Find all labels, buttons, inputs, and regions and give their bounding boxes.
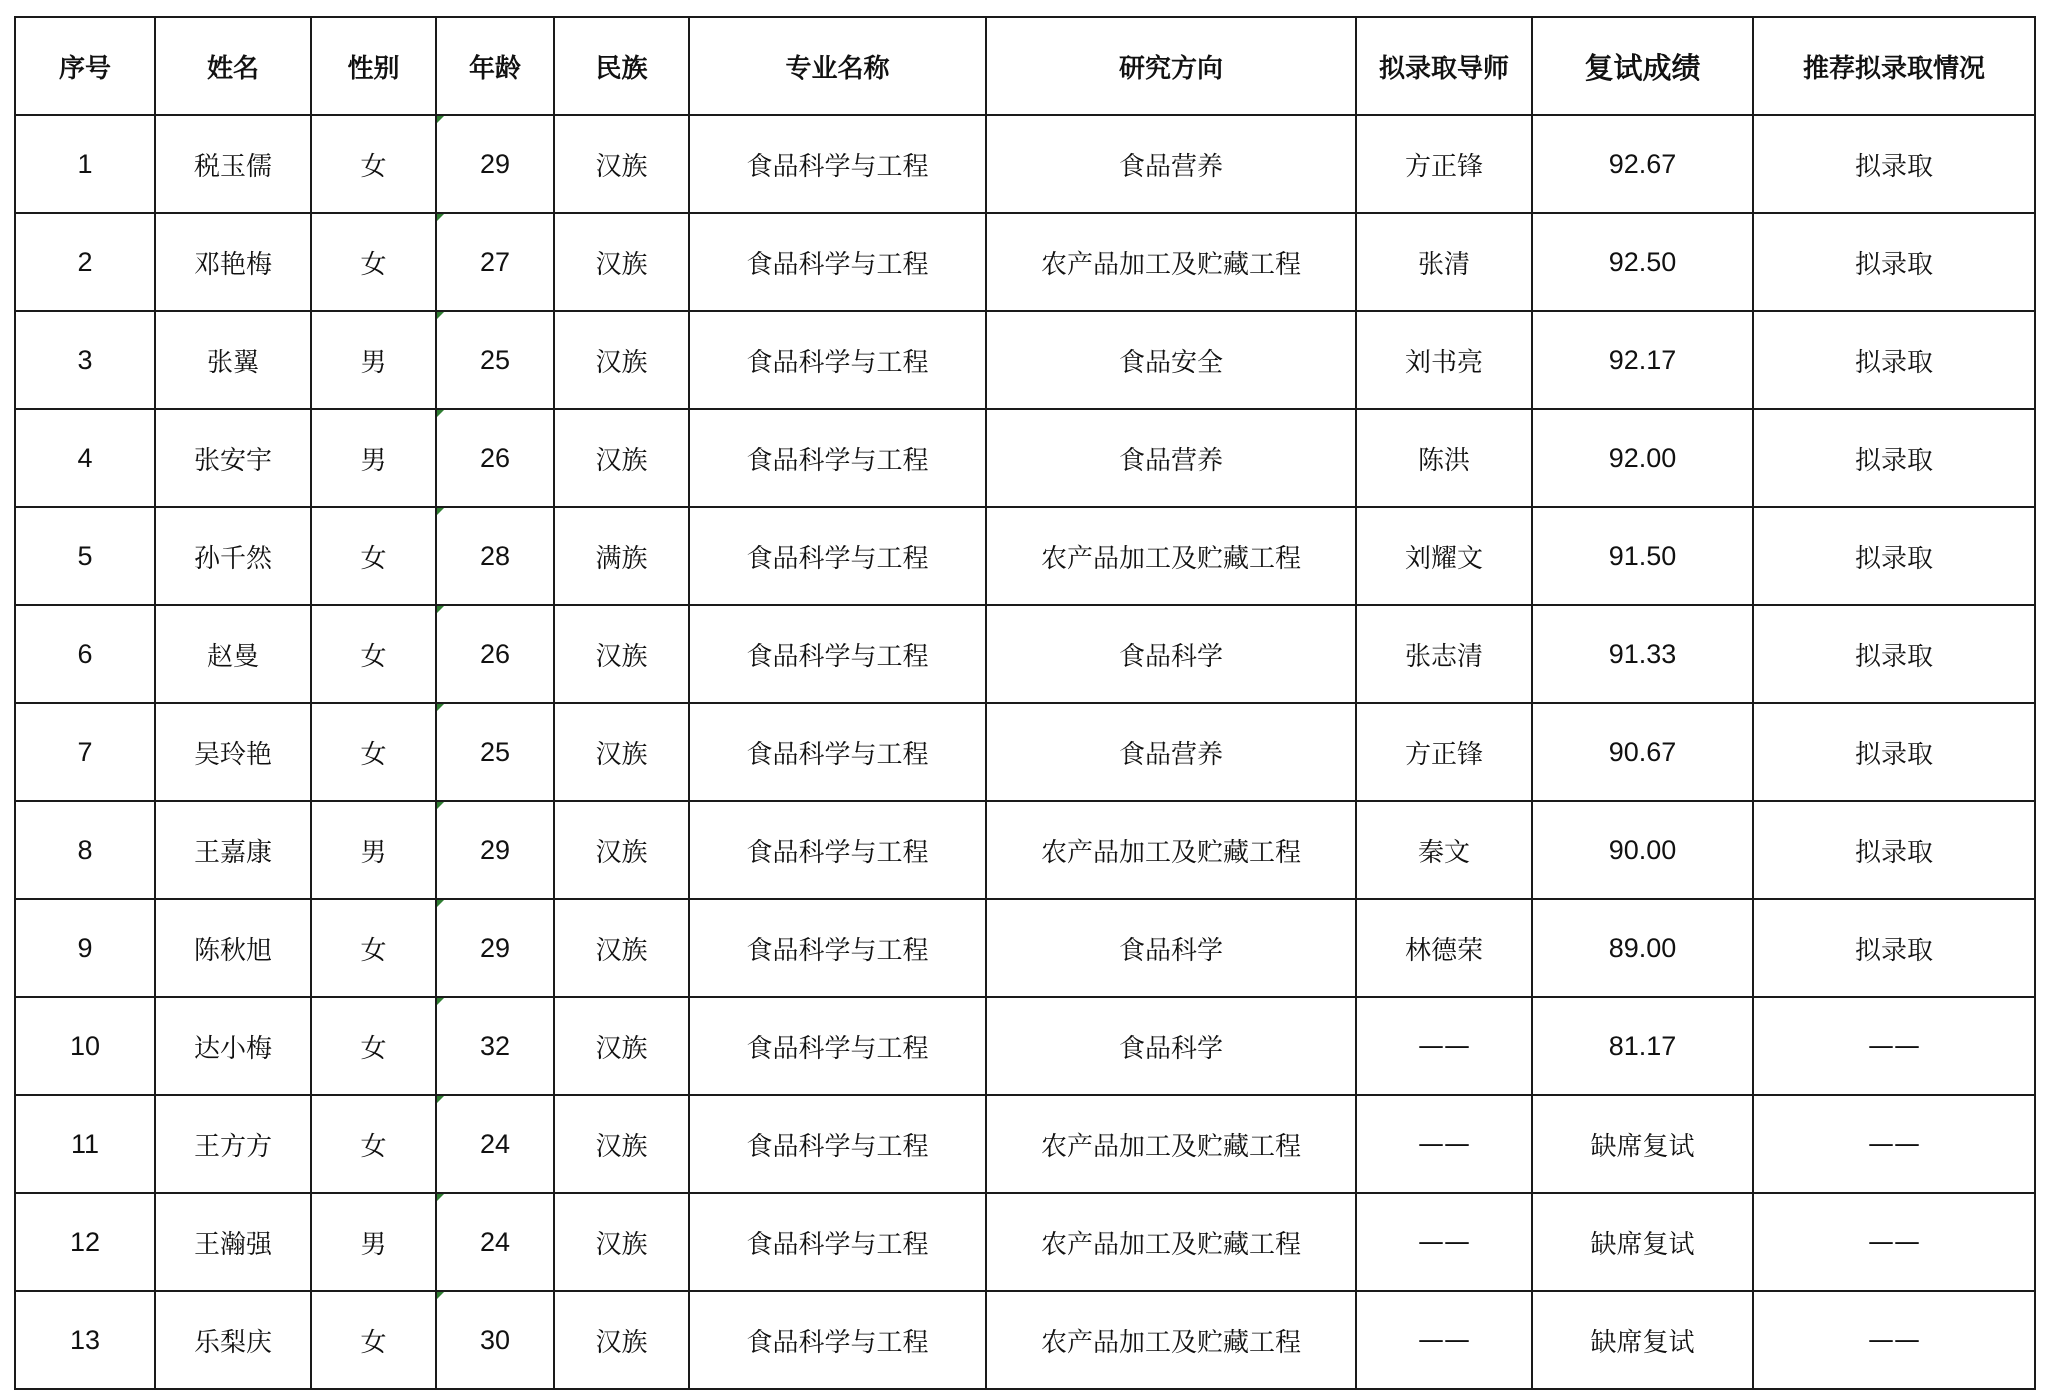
cell-name: 孙千然 [155,507,311,605]
cell-advisor: 张清 [1356,213,1532,311]
cell-score: 89.00 [1532,899,1753,997]
cell-score: 92.67 [1532,115,1753,213]
cell-no: 4 [15,409,155,507]
cell-ethnicity: 汉族 [554,703,689,801]
cell-score: 缺席复试 [1532,1095,1753,1193]
cell-ethnicity: 汉族 [554,1193,689,1291]
cell-direction: 农产品加工及贮藏工程 [986,213,1356,311]
cell-no: 3 [15,311,155,409]
cell-status: —— [1753,1095,2035,1193]
cell-advisor: —— [1356,1095,1532,1193]
cell-no: 2 [15,213,155,311]
admission-table-sheet [14,16,2034,1384]
cell-score: 92.17 [1532,311,1753,409]
cell-major: 食品科学与工程 [689,703,986,801]
cell-status: 拟录取 [1753,605,2035,703]
table-row [15,703,2035,801]
cell-score: 81.17 [1532,997,1753,1095]
cell-age: 26 [436,409,554,507]
cell-advisor: —— [1356,1193,1532,1291]
cell-score: 92.50 [1532,213,1753,311]
cell-advisor: —— [1356,1291,1532,1389]
table-row [15,409,2035,507]
cell-score: 90.00 [1532,801,1753,899]
cell-direction: 农产品加工及贮藏工程 [986,1193,1356,1291]
table-row [15,605,2035,703]
cell-major: 食品科学与工程 [689,1291,986,1389]
cell-gender: 男 [311,311,436,409]
cell-score: 缺席复试 [1532,1193,1753,1291]
cell-ethnicity: 汉族 [554,311,689,409]
cell-age: 28 [436,507,554,605]
cell-gender: 女 [311,115,436,213]
cell-major: 食品科学与工程 [689,1095,986,1193]
cell-gender: 女 [311,1291,436,1389]
cell-age: 29 [436,899,554,997]
cell-direction: 农产品加工及贮藏工程 [986,1095,1356,1193]
col-header-no: 序号 [15,17,155,115]
table-row [15,899,2035,997]
cell-name: 张翼 [155,311,311,409]
cell-ethnicity: 汉族 [554,115,689,213]
cell-advisor: 陈洪 [1356,409,1532,507]
col-header-ethnicity: 民族 [554,17,689,115]
cell-gender: 男 [311,801,436,899]
cell-name: 王瀚强 [155,1193,311,1291]
cell-major: 食品科学与工程 [689,311,986,409]
col-header-name: 姓名 [155,17,311,115]
cell-major: 食品科学与工程 [689,213,986,311]
cell-major: 食品科学与工程 [689,115,986,213]
cell-age: 29 [436,801,554,899]
cell-ethnicity: 汉族 [554,997,689,1095]
cell-ethnicity: 汉族 [554,899,689,997]
cell-advisor: —— [1356,997,1532,1095]
cell-status: 拟录取 [1753,899,2035,997]
cell-score: 91.33 [1532,605,1753,703]
cell-status: 拟录取 [1753,213,2035,311]
cell-status: 拟录取 [1753,507,2035,605]
cell-major: 食品科学与工程 [689,997,986,1095]
cell-no: 1 [15,115,155,213]
cell-score: 缺席复试 [1532,1291,1753,1389]
cell-age: 24 [436,1193,554,1291]
table-row [15,213,2035,311]
cell-no: 10 [15,997,155,1095]
cell-no: 12 [15,1193,155,1291]
table-row [15,1193,2035,1291]
cell-age: 29 [436,115,554,213]
cell-score: 91.50 [1532,507,1753,605]
cell-direction: 食品科学 [986,899,1356,997]
cell-advisor: 秦文 [1356,801,1532,899]
cell-status: —— [1753,997,2035,1095]
cell-age: 24 [436,1095,554,1193]
cell-advisor: 刘耀文 [1356,507,1532,605]
cell-name: 税玉儒 [155,115,311,213]
cell-name: 王嘉康 [155,801,311,899]
cell-major: 食品科学与工程 [689,801,986,899]
cell-advisor: 方正锋 [1356,703,1532,801]
cell-major: 食品科学与工程 [689,605,986,703]
cell-no: 11 [15,1095,155,1193]
table-row [15,997,2035,1095]
col-header-major: 专业名称 [689,17,986,115]
cell-direction: 食品安全 [986,311,1356,409]
cell-direction: 食品营养 [986,703,1356,801]
table-row [15,801,2035,899]
col-header-status: 推荐拟录取情况 [1753,17,2035,115]
cell-advisor: 方正锋 [1356,115,1532,213]
cell-name: 邓艳梅 [155,213,311,311]
cell-gender: 女 [311,899,436,997]
cell-score: 92.00 [1532,409,1753,507]
table-row [15,1095,2035,1193]
admission-table [14,16,2036,1390]
cell-ethnicity: 汉族 [554,213,689,311]
cell-age: 30 [436,1291,554,1389]
cell-gender: 女 [311,997,436,1095]
cell-age: 27 [436,213,554,311]
cell-direction: 农产品加工及贮藏工程 [986,1291,1356,1389]
cell-direction: 农产品加工及贮藏工程 [986,507,1356,605]
cell-ethnicity: 汉族 [554,605,689,703]
cell-name: 吴玲艳 [155,703,311,801]
cell-age: 26 [436,605,554,703]
cell-name: 陈秋旭 [155,899,311,997]
cell-gender: 男 [311,1193,436,1291]
cell-status: 拟录取 [1753,801,2035,899]
cell-direction: 农产品加工及贮藏工程 [986,801,1356,899]
cell-status: 拟录取 [1753,409,2035,507]
cell-status: 拟录取 [1753,703,2035,801]
cell-advisor: 张志清 [1356,605,1532,703]
cell-direction: 食品科学 [986,997,1356,1095]
cell-no: 8 [15,801,155,899]
cell-age: 25 [436,703,554,801]
cell-status: —— [1753,1291,2035,1389]
cell-gender: 男 [311,409,436,507]
table-row [15,507,2035,605]
cell-name: 乐梨庆 [155,1291,311,1389]
cell-name: 张安宇 [155,409,311,507]
cell-no: 5 [15,507,155,605]
cell-name: 王方方 [155,1095,311,1193]
cell-no: 6 [15,605,155,703]
cell-gender: 女 [311,213,436,311]
cell-no: 13 [15,1291,155,1389]
cell-direction: 食品营养 [986,409,1356,507]
cell-major: 食品科学与工程 [689,1193,986,1291]
cell-ethnicity: 满族 [554,507,689,605]
cell-major: 食品科学与工程 [689,409,986,507]
header-row [15,17,2035,115]
cell-ethnicity: 汉族 [554,1095,689,1193]
cell-gender: 女 [311,1095,436,1193]
cell-no: 9 [15,899,155,997]
cell-age: 25 [436,311,554,409]
table-row [15,1291,2035,1389]
cell-gender: 女 [311,703,436,801]
col-header-direction: 研究方向 [986,17,1356,115]
cell-age: 32 [436,997,554,1095]
cell-direction: 食品科学 [986,605,1356,703]
cell-status: 拟录取 [1753,115,2035,213]
table-row [15,115,2035,213]
cell-direction: 食品营养 [986,115,1356,213]
cell-no: 7 [15,703,155,801]
cell-advisor: 刘书亮 [1356,311,1532,409]
cell-ethnicity: 汉族 [554,409,689,507]
cell-status: 拟录取 [1753,311,2035,409]
cell-major: 食品科学与工程 [689,507,986,605]
cell-ethnicity: 汉族 [554,1291,689,1389]
table-row [15,311,2035,409]
col-header-advisor: 拟录取导师 [1356,17,1532,115]
col-header-gender: 性别 [311,17,436,115]
cell-gender: 女 [311,605,436,703]
cell-major: 食品科学与工程 [689,899,986,997]
col-header-score: 复试成绩 [1532,17,1753,115]
cell-advisor: 林德荣 [1356,899,1532,997]
cell-name: 达小梅 [155,997,311,1095]
col-header-age: 年龄 [436,17,554,115]
cell-gender: 女 [311,507,436,605]
cell-score: 90.67 [1532,703,1753,801]
cell-ethnicity: 汉族 [554,801,689,899]
cell-status: —— [1753,1193,2035,1291]
cell-name: 赵曼 [155,605,311,703]
